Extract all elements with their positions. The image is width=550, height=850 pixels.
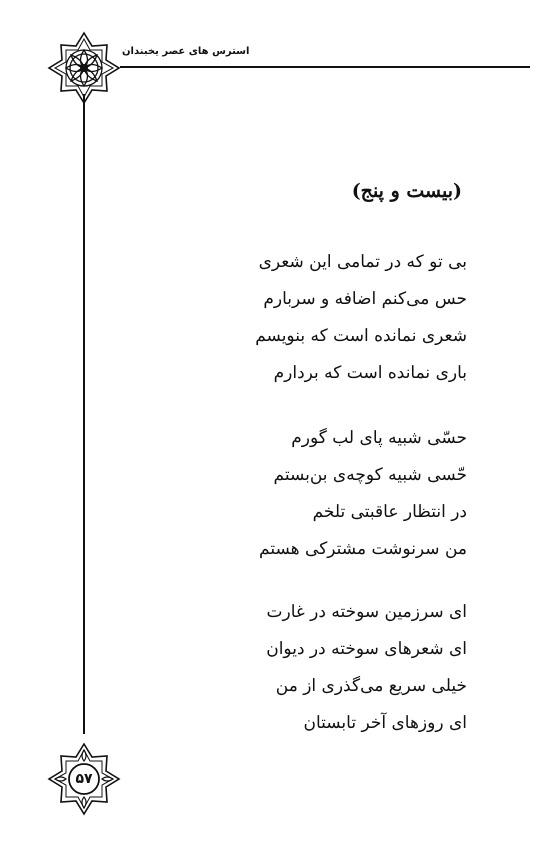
poem-line: شعری نمانده است که بنویسم (255, 326, 467, 346)
poem-line: بی تو که در تمامی این شعری (258, 252, 467, 272)
poem-title: (بیست و پنج) (351, 180, 462, 202)
poem-line: ای سرزمین سوخته در غارت (266, 602, 467, 622)
poem-line: در انتظار عاقبتی تلخم (312, 502, 467, 522)
running-head: استرس های عصر یخبندان (122, 46, 250, 57)
poem-line: ای شعرهای سوخته در دیوان (266, 639, 467, 659)
margin-rule (83, 94, 85, 734)
poem-line: خیلی سریع می‌گذری از من (275, 676, 467, 696)
stanza (255, 244, 467, 392)
stanza (266, 594, 467, 742)
poem-line: ای روزهای آخر تابستان (303, 713, 467, 733)
stanza (259, 420, 467, 568)
poem-line: من سرنوشت مشترکی هستم (259, 539, 467, 559)
poem-line: باری نمانده است که بردارم (273, 363, 467, 383)
poem-line: حّسی شبیه کوچه‌ی بن‌بستم (273, 465, 467, 485)
poem-line: حسّی شبیه پای لب گورم (291, 428, 467, 448)
header-rule (120, 66, 530, 68)
poem-line: حس می‌کنم اضافه و سربارم (263, 289, 467, 309)
page-number: ۵۷ (75, 771, 93, 787)
